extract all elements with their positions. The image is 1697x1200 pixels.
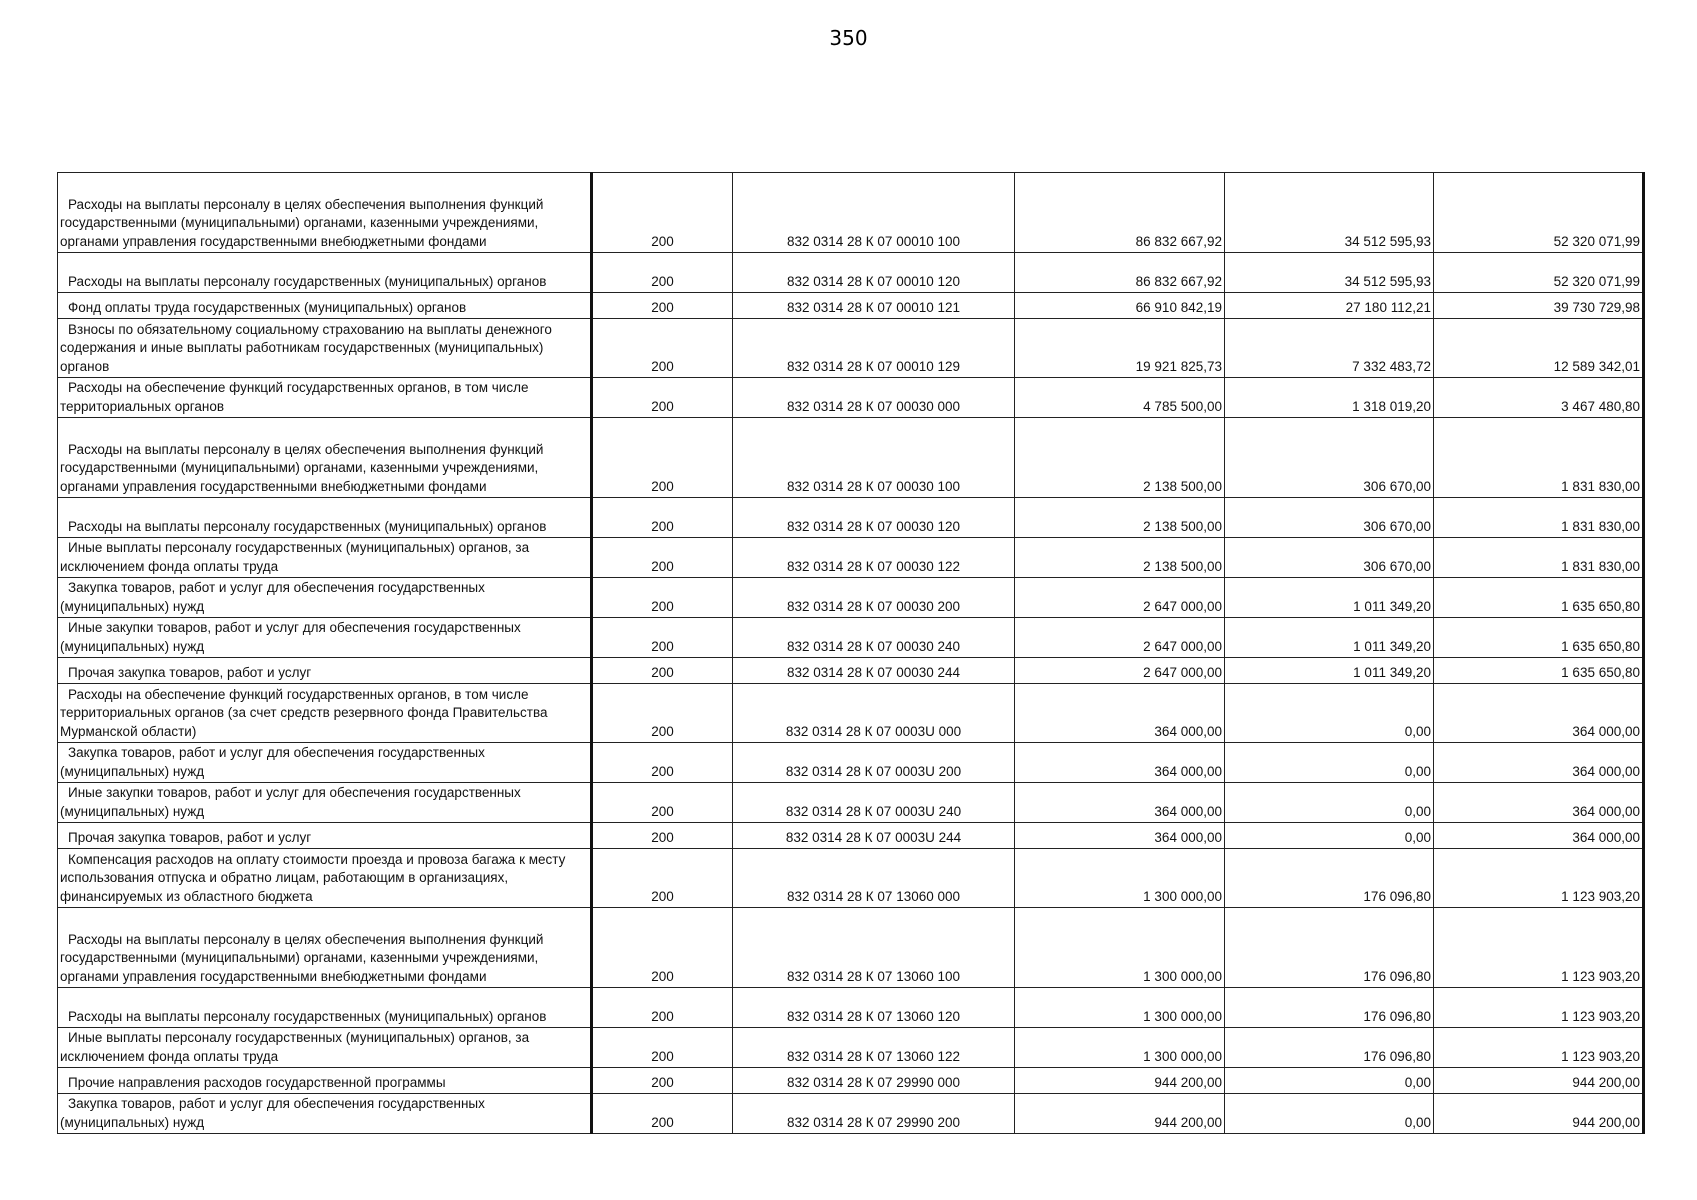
- line-code-cell: 200: [592, 1028, 733, 1068]
- executed-amount-cell: 0,00: [1225, 743, 1434, 783]
- budget-classification-code-cell: 832 0314 28 К 07 00010 100: [733, 173, 1015, 253]
- approved-amount-cell: 364 000,00: [1015, 684, 1225, 743]
- executed-amount-cell: 34 512 595,93: [1225, 173, 1434, 253]
- executed-amount-cell: 306 670,00: [1225, 418, 1434, 498]
- budget-classification-code-cell: 832 0314 28 К 07 13060 122: [733, 1028, 1015, 1068]
- expense-name-cell: Расходы на выплаты персоналу в целях обеспечения выполнения функций государственными (муниципальными) органами, казенными учреждениями, органами управления государственными внебюджетными фондами: [58, 173, 592, 253]
- unexecuted-amount-cell: 1 831 830,00: [1434, 498, 1644, 538]
- unexecuted-amount-cell: 1 123 903,20: [1434, 849, 1644, 908]
- approved-amount-cell: 2 647 000,00: [1015, 658, 1225, 684]
- line-code-cell: 200: [592, 658, 733, 684]
- executed-amount-cell: 7 332 483,72: [1225, 319, 1434, 378]
- approved-amount-cell: 944 200,00: [1015, 1094, 1225, 1134]
- unexecuted-amount-cell: 1 123 903,20: [1434, 908, 1644, 988]
- budget-classification-code-cell: 832 0314 28 К 07 13060 120: [733, 988, 1015, 1028]
- line-code-cell: 200: [592, 618, 733, 658]
- approved-amount-cell: 364 000,00: [1015, 783, 1225, 823]
- executed-amount-cell: 1 318 019,20: [1225, 378, 1434, 418]
- unexecuted-amount-cell: 52 320 071,99: [1434, 253, 1644, 293]
- table-row: [58, 988, 1644, 1028]
- line-code-cell: 200: [592, 823, 733, 849]
- unexecuted-amount-cell: 364 000,00: [1434, 823, 1644, 849]
- budget-classification-code-cell: 832 0314 28 К 07 0003U 000: [733, 684, 1015, 743]
- approved-amount-cell: 1 300 000,00: [1015, 1028, 1225, 1068]
- line-code-cell: 200: [592, 1094, 733, 1134]
- budget-classification-code-cell: 832 0314 28 К 07 13060 100: [733, 908, 1015, 988]
- budget-classification-code-cell: 832 0314 28 К 07 00030 100: [733, 418, 1015, 498]
- approved-amount-cell: 86 832 667,92: [1015, 173, 1225, 253]
- approved-amount-cell: 1 300 000,00: [1015, 849, 1225, 908]
- line-code-cell: 200: [592, 783, 733, 823]
- table-row: [58, 684, 1644, 743]
- executed-amount-cell: 0,00: [1225, 783, 1434, 823]
- line-code-cell: 200: [592, 743, 733, 783]
- budget-classification-code-cell: 832 0314 28 К 07 00010 129: [733, 319, 1015, 378]
- table-row: [58, 1094, 1644, 1134]
- executed-amount-cell: 34 512 595,93: [1225, 253, 1434, 293]
- table-row: [58, 783, 1644, 823]
- expense-name-cell: Расходы на выплаты персоналу в целях обеспечения выполнения функций государственными (муниципальными) органами, казенными учреждениями, органами управления государственными внебюджетными фондами: [58, 908, 592, 988]
- executed-amount-cell: 0,00: [1225, 823, 1434, 849]
- approved-amount-cell: 2 138 500,00: [1015, 498, 1225, 538]
- table-row: [58, 378, 1644, 418]
- table-row: [58, 658, 1644, 684]
- executed-amount-cell: 1 011 349,20: [1225, 618, 1434, 658]
- budget-classification-code-cell: 832 0314 28 К 07 00030 240: [733, 618, 1015, 658]
- executed-amount-cell: 306 670,00: [1225, 538, 1434, 578]
- unexecuted-amount-cell: 1 831 830,00: [1434, 418, 1644, 498]
- budget-classification-code-cell: 832 0314 28 К 07 0003U 240: [733, 783, 1015, 823]
- table-row: [58, 618, 1644, 658]
- line-code-cell: 200: [592, 293, 733, 319]
- budget-classification-code-cell: 832 0314 28 К 07 29990 000: [733, 1068, 1015, 1094]
- line-code-cell: 200: [592, 253, 733, 293]
- expense-name-cell: Прочие направления расходов государственной программы: [58, 1068, 592, 1094]
- table-row: [58, 173, 1644, 253]
- table-row: [58, 418, 1644, 498]
- unexecuted-amount-cell: 3 467 480,80: [1434, 378, 1644, 418]
- executed-amount-cell: 306 670,00: [1225, 498, 1434, 538]
- executed-amount-cell: 1 011 349,20: [1225, 578, 1434, 618]
- executed-amount-cell: 176 096,80: [1225, 988, 1434, 1028]
- budget-classification-code-cell: 832 0314 28 К 07 00030 120: [733, 498, 1015, 538]
- approved-amount-cell: 86 832 667,92: [1015, 253, 1225, 293]
- executed-amount-cell: 176 096,80: [1225, 1028, 1434, 1068]
- line-code-cell: 200: [592, 418, 733, 498]
- unexecuted-amount-cell: 364 000,00: [1434, 743, 1644, 783]
- budget-classification-code-cell: 832 0314 28 К 07 00030 000: [733, 378, 1015, 418]
- approved-amount-cell: 2 138 500,00: [1015, 418, 1225, 498]
- unexecuted-amount-cell: 39 730 729,98: [1434, 293, 1644, 319]
- approved-amount-cell: 1 300 000,00: [1015, 988, 1225, 1028]
- table-row: [58, 849, 1644, 908]
- expense-name-cell: Фонд оплаты труда государственных (муниципальных) органов: [58, 293, 592, 319]
- table-row: [58, 743, 1644, 783]
- approved-amount-cell: 2 647 000,00: [1015, 578, 1225, 618]
- approved-amount-cell: 4 785 500,00: [1015, 378, 1225, 418]
- table-body: [58, 173, 1644, 1134]
- unexecuted-amount-cell: 1 635 650,80: [1434, 618, 1644, 658]
- table-row: [58, 1028, 1644, 1068]
- line-code-cell: 200: [592, 173, 733, 253]
- expense-name-cell: Иные закупки товаров, работ и услуг для обеспечения государственных (муниципальных) нужд: [58, 618, 592, 658]
- table-row: [58, 253, 1644, 293]
- line-code-cell: 200: [592, 988, 733, 1028]
- table-row: [58, 538, 1644, 578]
- expense-name-cell: Прочая закупка товаров, работ и услуг: [58, 658, 592, 684]
- executed-amount-cell: 1 011 349,20: [1225, 658, 1434, 684]
- approved-amount-cell: 2 138 500,00: [1015, 538, 1225, 578]
- unexecuted-amount-cell: 1 123 903,20: [1434, 988, 1644, 1028]
- line-code-cell: 200: [592, 498, 733, 538]
- table-row: [58, 1068, 1644, 1094]
- expense-name-cell: Расходы на обеспечение функций государственных органов, в том числе территориальных органов: [58, 378, 592, 418]
- line-code-cell: 200: [592, 1068, 733, 1094]
- table-row: [58, 498, 1644, 538]
- expense-name-cell: Расходы на выплаты персоналу государственных (муниципальных) органов: [58, 988, 592, 1028]
- budget-classification-code-cell: 832 0314 28 К 07 00010 120: [733, 253, 1015, 293]
- budget-classification-code-cell: 832 0314 28 К 07 00010 121: [733, 293, 1015, 319]
- executed-amount-cell: 27 180 112,21: [1225, 293, 1434, 319]
- expense-name-cell: Расходы на выплаты персоналу государственных (муниципальных) органов: [58, 253, 592, 293]
- unexecuted-amount-cell: 364 000,00: [1434, 684, 1644, 743]
- expense-name-cell: Прочая закупка товаров, работ и услуг: [58, 823, 592, 849]
- executed-amount-cell: 0,00: [1225, 1068, 1434, 1094]
- budget-classification-code-cell: 832 0314 28 К 07 0003U 200: [733, 743, 1015, 783]
- budget-classification-code-cell: 832 0314 28 К 07 00030 122: [733, 538, 1015, 578]
- approved-amount-cell: 364 000,00: [1015, 823, 1225, 849]
- line-code-cell: 200: [592, 578, 733, 618]
- approved-amount-cell: 1 300 000,00: [1015, 908, 1225, 988]
- budget-classification-code-cell: 832 0314 28 К 07 0003U 244: [733, 823, 1015, 849]
- table-row: [58, 578, 1644, 618]
- expense-name-cell: Иные выплаты персоналу государственных (муниципальных) органов, за исключением фонда оплаты труда: [58, 538, 592, 578]
- expense-name-cell: Расходы на выплаты персоналу государственных (муниципальных) органов: [58, 498, 592, 538]
- budget-classification-code-cell: 832 0314 28 К 07 13060 000: [733, 849, 1015, 908]
- unexecuted-amount-cell: 52 320 071,99: [1434, 173, 1644, 253]
- line-code-cell: 200: [592, 684, 733, 743]
- expense-name-cell: Иные выплаты персоналу государственных (муниципальных) органов, за исключением фонда оплаты труда: [58, 1028, 592, 1068]
- unexecuted-amount-cell: 944 200,00: [1434, 1068, 1644, 1094]
- expense-name-cell: Закупка товаров, работ и услуг для обеспечения государственных (муниципальных) нужд: [58, 1094, 592, 1134]
- expense-name-cell: Закупка товаров, работ и услуг для обеспечения государственных (муниципальных) нужд: [58, 743, 592, 783]
- unexecuted-amount-cell: 1 831 830,00: [1434, 538, 1644, 578]
- unexecuted-amount-cell: 1 635 650,80: [1434, 578, 1644, 618]
- executed-amount-cell: 176 096,80: [1225, 849, 1434, 908]
- approved-amount-cell: 944 200,00: [1015, 1068, 1225, 1094]
- line-code-cell: 200: [592, 908, 733, 988]
- approved-amount-cell: 66 910 842,19: [1015, 293, 1225, 319]
- expense-name-cell: Взносы по обязательному социальному страхованию на выплаты денежного содержания и иные выплаты работникам государственных (муниципальных) органов: [58, 319, 592, 378]
- page-number: 350: [829, 26, 868, 50]
- budget-classification-code-cell: 832 0314 28 К 07 00030 200: [733, 578, 1015, 618]
- line-code-cell: 200: [592, 378, 733, 418]
- approved-amount-cell: 19 921 825,73: [1015, 319, 1225, 378]
- unexecuted-amount-cell: 944 200,00: [1434, 1094, 1644, 1134]
- expense-name-cell: Компенсация расходов на оплату стоимости проезда и провоза багажа к месту использования отпуска и обратно лицам, работающим в организациях, финансируемых из областного бюджета: [58, 849, 592, 908]
- table-row: [58, 293, 1644, 319]
- expense-name-cell: Расходы на обеспечение функций государственных органов, в том числе территориальных органов (за счет средств резервного фонда Правительства Мурманской области): [58, 684, 592, 743]
- budget-classification-code-cell: 832 0314 28 К 07 29990 200: [733, 1094, 1015, 1134]
- budget-classification-code-cell: 832 0314 28 К 07 00030 244: [733, 658, 1015, 684]
- table-row: [58, 908, 1644, 988]
- line-code-cell: 200: [592, 538, 733, 578]
- line-code-cell: 200: [592, 319, 733, 378]
- unexecuted-amount-cell: 1 123 903,20: [1434, 1028, 1644, 1068]
- expense-name-cell: Расходы на выплаты персоналу в целях обеспечения выполнения функций государственными (муниципальными) органами, казенными учреждениями, органами управления государственными внебюджетными фондами: [58, 418, 592, 498]
- expense-name-cell: Иные закупки товаров, работ и услуг для обеспечения государственных (муниципальных) нужд: [58, 783, 592, 823]
- approved-amount-cell: 2 647 000,00: [1015, 618, 1225, 658]
- expense-name-cell: Закупка товаров, работ и услуг для обеспечения государственных (муниципальных) нужд: [58, 578, 592, 618]
- approved-amount-cell: 364 000,00: [1015, 743, 1225, 783]
- executed-amount-cell: 176 096,80: [1225, 908, 1434, 988]
- line-code-cell: 200: [592, 849, 733, 908]
- table-row: [58, 823, 1644, 849]
- unexecuted-amount-cell: 364 000,00: [1434, 783, 1644, 823]
- table-row: [58, 319, 1644, 378]
- executed-amount-cell: 0,00: [1225, 1094, 1434, 1134]
- unexecuted-amount-cell: 1 635 650,80: [1434, 658, 1644, 684]
- executed-amount-cell: 0,00: [1225, 684, 1434, 743]
- budget-execution-table: [57, 172, 1645, 1134]
- unexecuted-amount-cell: 12 589 342,01: [1434, 319, 1644, 378]
